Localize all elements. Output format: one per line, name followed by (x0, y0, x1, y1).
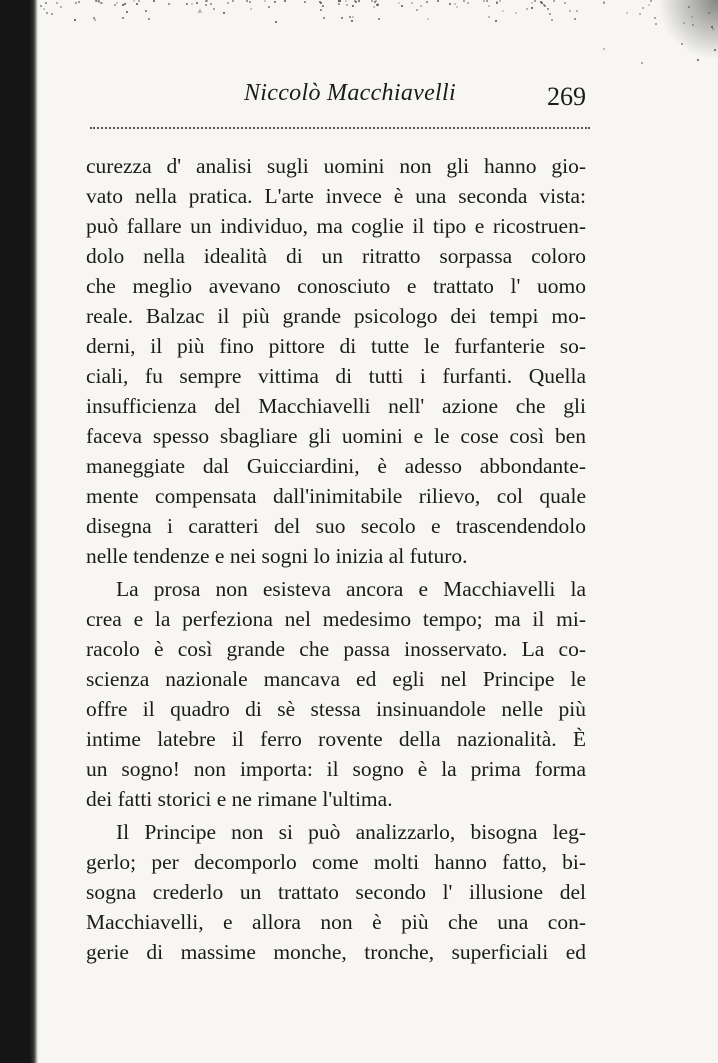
text-line: vato nella pratica. L'arte invece è una seconda vista: (86, 184, 586, 208)
text-line: mente compensata dall'inimitabile rilievo, col quale (86, 484, 586, 508)
header-rule (90, 127, 590, 129)
text-line: La prosa non esisteva ancora e Macchiavelli la (116, 577, 586, 601)
text-line: nelle tendenze e nei sogni lo inizia al futuro. (86, 544, 468, 568)
text-line: crea e la perfeziona nel medesimo tempo; ma il mi- (86, 607, 586, 631)
text-line: che meglio avevano conosciuto e trattato l' uomo (86, 274, 586, 298)
body-text (86, 151, 586, 967)
text-line: sogna crederlo un trattato secondo l' illusione del (86, 880, 586, 904)
page-number: 269 (547, 82, 586, 111)
text-line: maneggiate dal Guicciardini, è adesso abbondante- (86, 454, 586, 478)
text-line: reale. Balzac il più grande psicologo dei tempi mo- (86, 304, 586, 328)
running-title: Niccolò Macchiavelli (244, 80, 456, 106)
text-line: curezza d' analisi sugli uomini non gli hanno gio- (86, 154, 586, 178)
text-line: offre il quadro di sè stessa insinuandole nelle più (86, 697, 586, 721)
text-line: ciali, fu sempre vittima di tutti i furfanti. Quella (86, 364, 586, 388)
page-header (90, 76, 590, 116)
paragraph (86, 817, 586, 967)
paragraph (86, 574, 586, 814)
text-line: gerlo; per decomporlo come molti hanno fatto, bi- (86, 850, 586, 874)
text-line: un sogno! non importa: il sogno è la prima forma (86, 757, 586, 781)
text-line: derni, il più fino pittore di tutte le furfanterie so- (86, 334, 586, 358)
text-line: gerie di massime monche, tronche, superficiali ed (86, 940, 586, 964)
text-line: insufficienza del Macchiavelli nell' azione che gli (86, 394, 586, 418)
text-line: Macchiavelli, e allora non è più che una con- (86, 910, 586, 934)
text-line: disegna i caratteri del suo secolo e trascendendolo (86, 514, 586, 538)
page-gutter-shadow (0, 0, 38, 1063)
paragraph (86, 151, 586, 571)
text-line: Il Principe non si può analizzarlo, bisogna leg- (116, 820, 586, 844)
scan-noise (40, 0, 718, 80)
text-line: dolo nella idealità di un ritratto sorpassa coloro (86, 244, 586, 268)
scan-corner-stain (648, 0, 718, 70)
text-line: faceva spesso sbagliare gli uomini e le cose così ben (86, 424, 586, 448)
text-line: scienza nazionale mancava ed egli nel Principe le (86, 667, 586, 691)
text-line: intime latebre il ferro rovente della nazionalità. È (86, 727, 586, 751)
text-line: dei fatti storici e ne rimane l'ultima. (86, 787, 393, 811)
text-line: può fallare un individuo, ma coglie il tipo e ricostruen- (86, 214, 586, 238)
text-line: racolo è così grande che passa inosservato. La co- (86, 637, 586, 661)
